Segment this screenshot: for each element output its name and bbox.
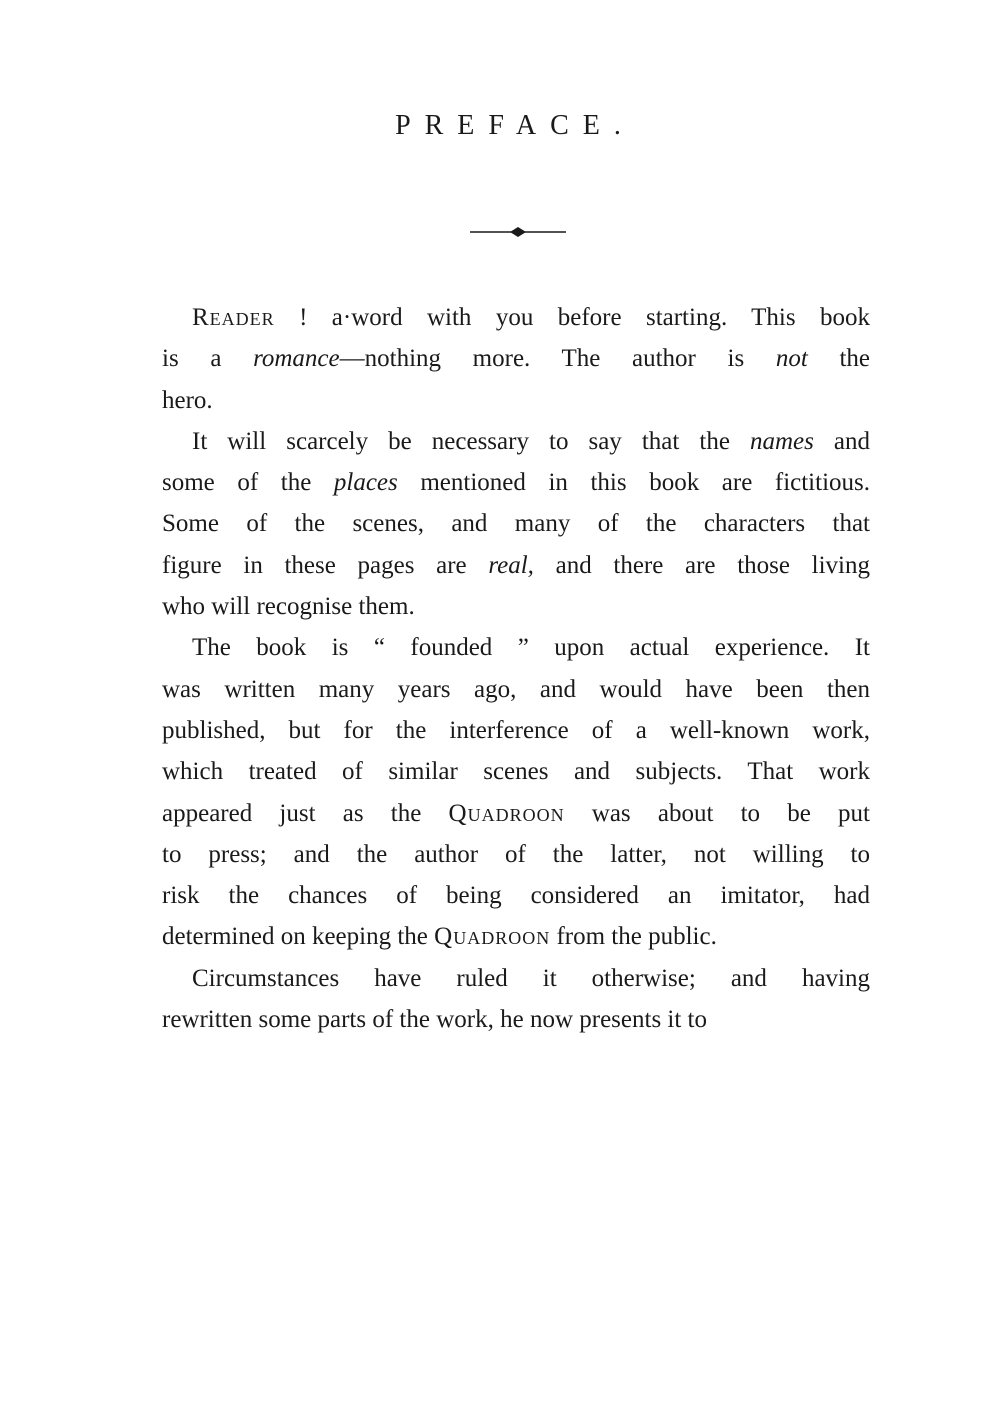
paragraph	[162, 421, 870, 627]
text-line	[162, 958, 870, 999]
text-run: ! a·word with you before starting. This book	[274, 304, 870, 331]
text-run: mentioned in this book are fictitious.	[397, 469, 870, 497]
italic-text: names	[749, 427, 814, 455]
text-run: risk the chances of being considered an imitator, had	[162, 882, 870, 910]
text-line	[162, 669, 870, 710]
text-line	[162, 875, 870, 916]
text-run: hero.	[162, 386, 213, 414]
paragraph	[162, 627, 870, 957]
small-caps-text: Quadroon	[448, 799, 565, 827]
preface-body	[162, 297, 870, 1040]
small-caps-text: Reader	[192, 304, 275, 331]
text-run: some of the	[162, 469, 334, 497]
text-run: is a	[162, 345, 254, 373]
text-line	[162, 834, 870, 875]
text-run: determined on keeping the	[162, 923, 435, 951]
text-run: figure in these pages are	[162, 551, 489, 579]
text-run: from the public.	[550, 923, 717, 951]
text-run: was written many years ago, and would have been then	[162, 675, 870, 703]
text-run: which treated of similar scenes and subjects. That work	[162, 758, 870, 786]
italic-text: places	[333, 469, 398, 497]
text-line	[162, 380, 870, 421]
text-run: Circumstances have ruled it otherwise; and having	[192, 964, 870, 992]
italic-text: romance	[253, 345, 340, 373]
text-run: published, but for the interference of a well-known work,	[162, 716, 870, 744]
text-line	[162, 793, 870, 834]
text-line	[162, 586, 870, 627]
text-line	[162, 421, 870, 462]
text-line	[162, 916, 870, 957]
paragraph	[162, 958, 870, 1041]
text-run: and there are those living	[533, 551, 870, 579]
paragraph	[162, 297, 870, 421]
text-run: It will scarcely be necessary to say that the	[192, 427, 750, 455]
text-line	[162, 545, 870, 586]
text-run: who will recognise them.	[162, 593, 415, 621]
text-line	[162, 338, 870, 379]
divider-ornament	[470, 225, 566, 239]
page-title: PREFACE.	[395, 110, 635, 141]
text-run: rewritten some parts of the work, he now presents it to	[162, 1006, 708, 1034]
text-line	[162, 751, 870, 792]
text-line	[162, 462, 870, 503]
text-run: Some of the scenes, and many of the characters that	[162, 510, 870, 538]
italic-text: not	[775, 345, 808, 373]
text-line	[162, 627, 870, 668]
text-run: and	[813, 427, 870, 455]
text-run: —nothing more. The author is	[339, 345, 776, 373]
text-line	[162, 999, 870, 1040]
text-run: appeared just as the	[162, 799, 449, 827]
text-run: to press; and the author of the latter, not willing to	[162, 840, 870, 868]
text-run: The book is “ founded ” upon actual experience. It	[192, 634, 870, 662]
text-line	[162, 710, 870, 751]
text-run: the	[807, 345, 870, 373]
text-line	[162, 503, 870, 544]
italic-text: real,	[488, 551, 534, 579]
small-caps-text: Quadroon	[434, 923, 551, 951]
text-line	[162, 297, 870, 338]
text-run: was about to be put	[564, 799, 870, 827]
